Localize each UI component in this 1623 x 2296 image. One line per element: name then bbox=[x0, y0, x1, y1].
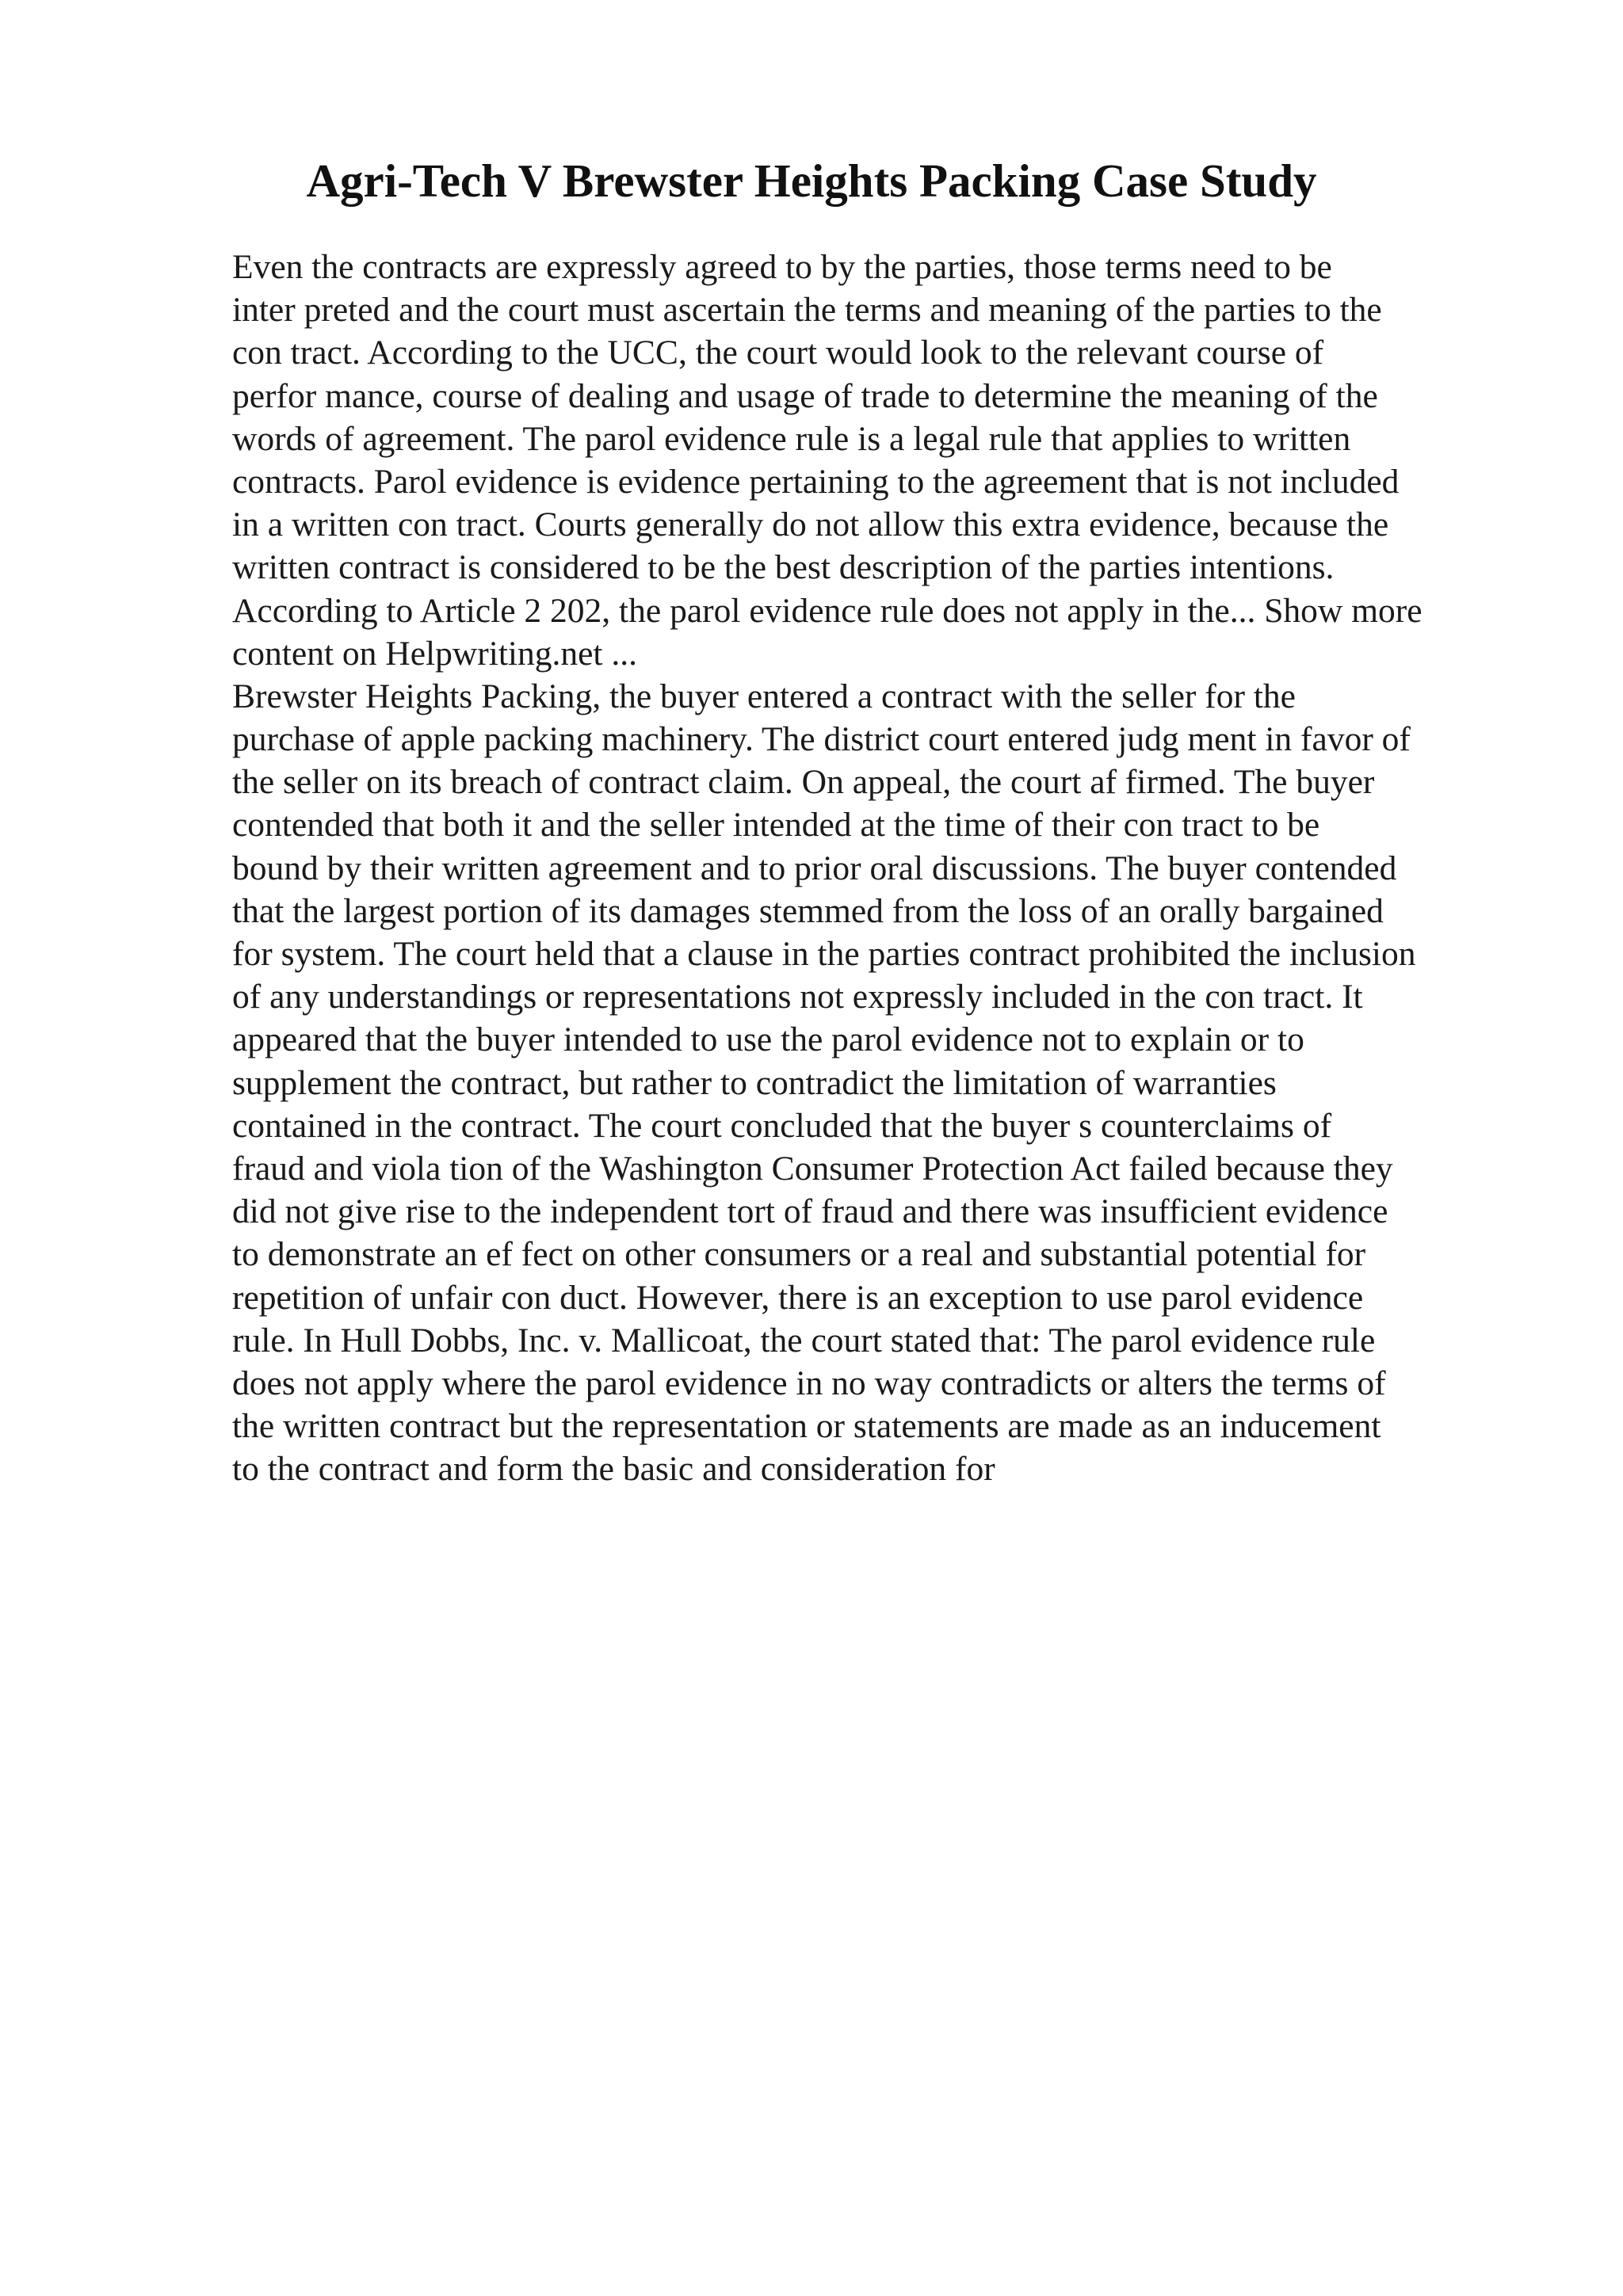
document-title: Agri-Tech V Brewster Heights Packing Case Study bbox=[306, 154, 1317, 207]
body-line: Brewster Heights Packing, the buyer entered a contract with the seller for the bbox=[232, 677, 1296, 715]
body-line: that the largest portion of its damages stemmed from the loss of an orally bargained bbox=[232, 891, 1384, 930]
body-line: content on Helpwriting.net ... bbox=[232, 634, 638, 673]
body-line: fraud and viola tion of the Washington Consumer Protection Act failed because they bbox=[232, 1149, 1393, 1188]
body-line: of any understandings or representations not expressly included in the con tract. It bbox=[232, 978, 1363, 1016]
body-line: con tract. According to the UCC, the court would look to the relevant course of bbox=[232, 334, 1324, 372]
body-line: the written contract but the representation or statements are made as an inducement bbox=[232, 1407, 1381, 1446]
body-line: repetition of unfair con duct. However, there is an exception to use parol evidence bbox=[232, 1278, 1364, 1317]
body-line: written contract is considered to be the best description of the parties intentions. bbox=[232, 548, 1335, 587]
body-line: appeared that the buyer intended to use the parol evidence not to explain or to bbox=[232, 1020, 1304, 1059]
body-line: contained in the contract. The court concluded that the buyer s counterclaims of bbox=[232, 1106, 1332, 1145]
body-line: to demonstrate an ef fect on other consumers or a real and substantial potential for bbox=[232, 1235, 1366, 1274]
body-line: words of agreement. The parol evidence rule is a legal rule that applies to written bbox=[232, 419, 1351, 458]
document-body bbox=[232, 246, 1516, 1490]
body-line: contracts. Parol evidence is evidence pertaining to the agreement that is not included bbox=[232, 462, 1400, 501]
body-line: rule. In Hull Dobbs, Inc. v. Mallicoat, the court stated that: The parol evidence rule bbox=[232, 1321, 1376, 1360]
body-line: inter preted and the court must ascertain the terms and meaning of the parties to the bbox=[232, 291, 1382, 330]
body-line: Even the contracts are expressly agreed to by the parties, those terms need to be bbox=[232, 248, 1332, 286]
body-line: did not give rise to the independent tort of fraud and there was insufficient evidence bbox=[232, 1192, 1388, 1231]
body-line: bound by their written agreement and to prior oral discussions. The buyer contended bbox=[232, 849, 1397, 887]
body-line: for system. The court held that a clause in the parties contract prohibited the inclusion bbox=[232, 935, 1416, 973]
body-line: the seller on its breach of contract claim. On appeal, the court af firmed. The buyer bbox=[232, 763, 1375, 802]
body-line: contended that both it and the seller intended at the time of their con tract to be bbox=[232, 806, 1320, 845]
body-line: does not apply where the parol evidence in no way contradicts or alters the terms of bbox=[232, 1363, 1386, 1402]
body-line: to the contract and form the basic and consideration for bbox=[232, 1450, 995, 1489]
body-line: supplement the contract, but rather to contradict the limitation of warranties bbox=[232, 1063, 1277, 1102]
body-line: According to Article 2 202, the parol evidence rule does not apply in the... Show more bbox=[232, 591, 1423, 630]
body-line: in a written con tract. Courts generally do not allow this extra evidence, because the bbox=[232, 505, 1389, 544]
body-line: perfor mance, course of dealing and usage of trade to determine the meaning of the bbox=[232, 376, 1378, 415]
body-line: purchase of apple packing machinery. The district court entered judg ment in favor of bbox=[232, 720, 1411, 759]
